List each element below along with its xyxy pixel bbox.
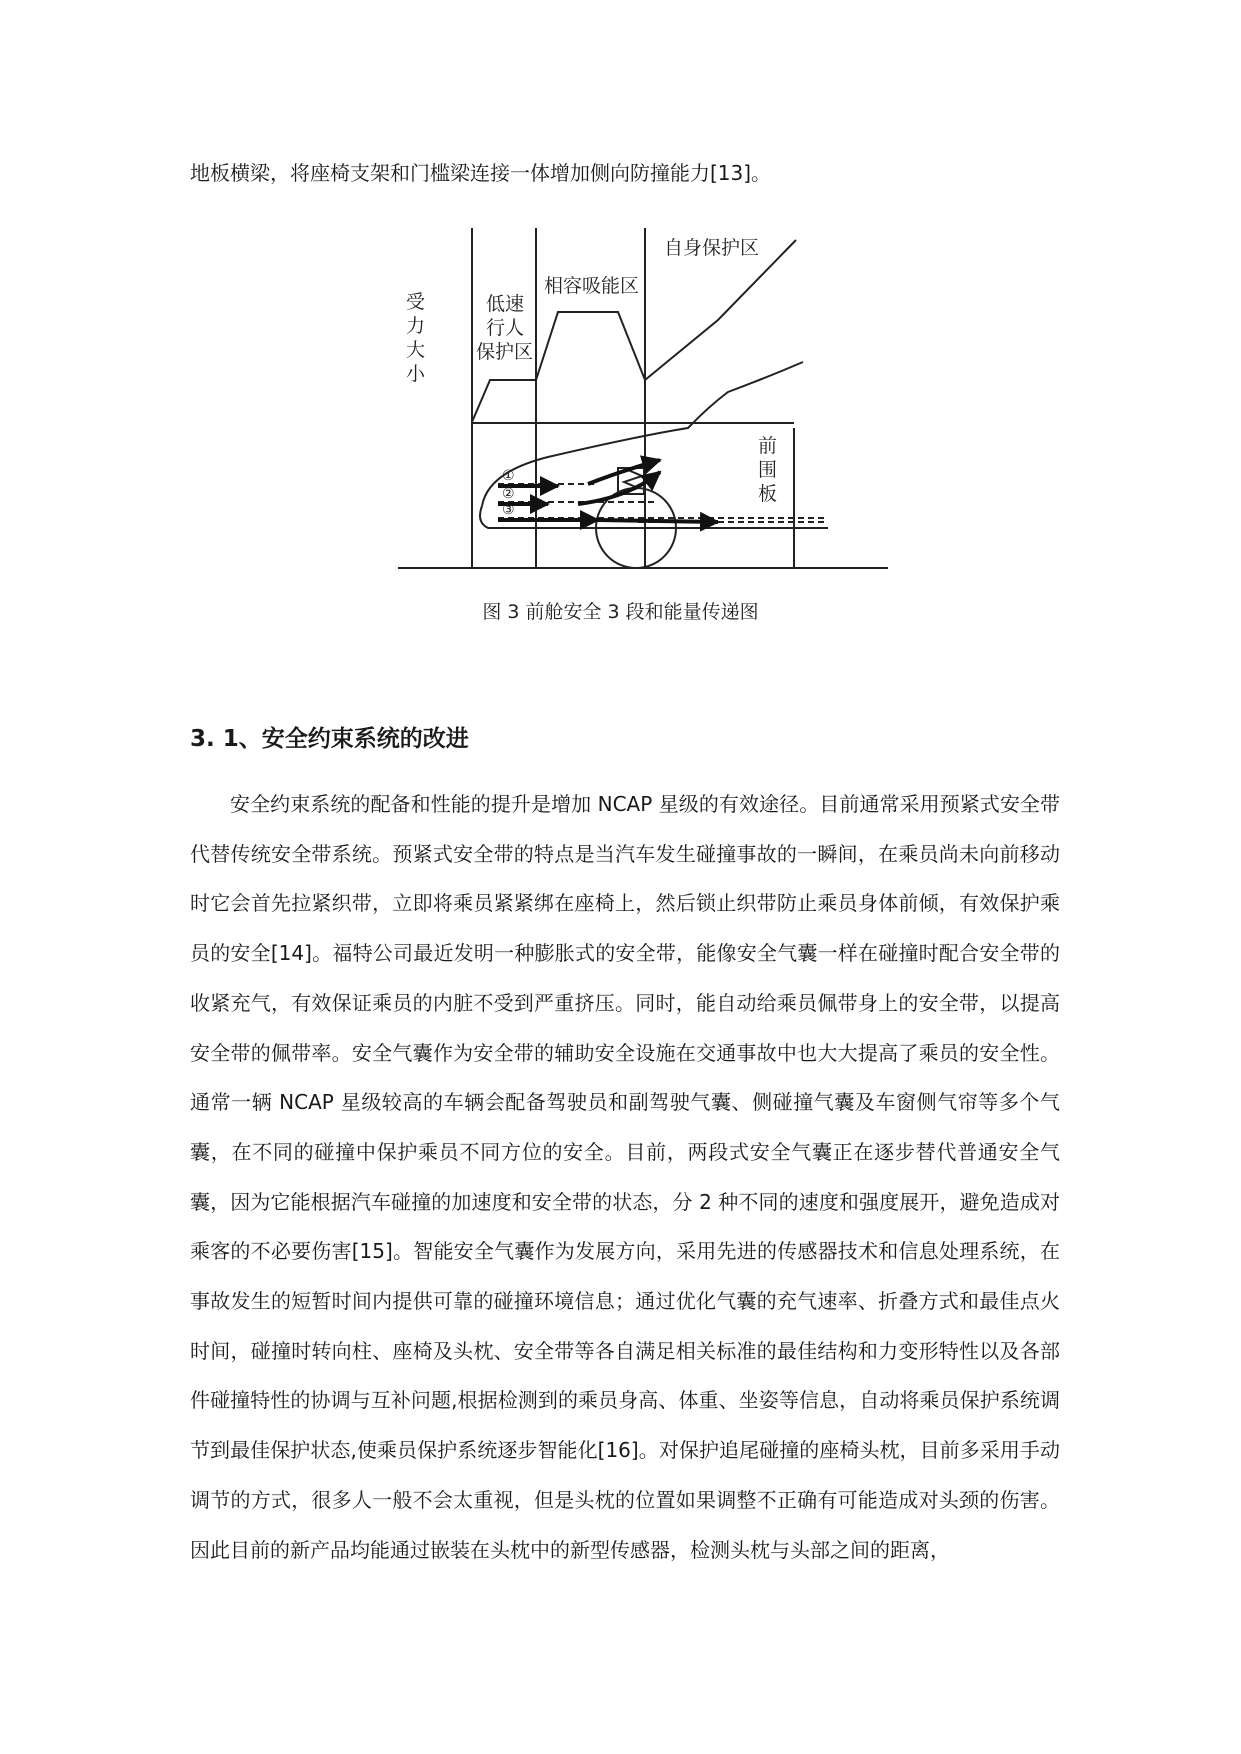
zone-low-speed-line-2: 行人 — [486, 317, 525, 339]
path-marker-2: ② — [502, 486, 515, 502]
front-cabin-energy-figure — [398, 222, 898, 570]
figure-diagram — [398, 222, 898, 570]
y-axis-label-3: 大 — [406, 339, 426, 361]
zone-compat-label: 相容吸能区 — [544, 275, 640, 297]
zone-low-speed-line-1: 低速 — [486, 293, 525, 315]
section-heading: 3. 1、安全约束系统的改进 — [190, 726, 469, 752]
y-axis-label-2: 力 — [406, 315, 426, 337]
figure-caption: 图 3 前舱安全 3 段和能量传递图 — [482, 601, 759, 623]
y-axis-label-4: 小 — [406, 363, 426, 385]
zone-low-speed-line-3: 保护区 — [476, 341, 534, 363]
front-panel-label-1: 前 — [758, 435, 778, 457]
path-marker-3: ③ — [502, 502, 515, 518]
front-panel-label-3: 板 — [758, 483, 778, 505]
body-paragraph: 安全约束系统的配备和性能的提升是增加 NCAP 星级的有效途径。目前通常采用预紧式安全带代替传统安全带系统。预紧式安全带的特点是当汽车发生碰撞事故的一瞬间，在乘员尚未向前移动时它会首先拉紧织带，立即将乘员紧紧绑在座椅上，然后锁止织带防止乘员身体前倾，有效保护乘员的安全[14]。福特公司最近发明一种膨胀式的安全带，能像安全气囊一样在碰撞时配合安全带的收紧充气，有效保证乘员的内脏不受到严重挤压。同时，能自动给乘员佩带身上的安全带，以提高安全带的佩带率。安全气囊作为安全带的辅助安全设施在交通事故中也大大提高了乘员的安全性。通常一辆 NCAP 星级较高的车辆会配备驾驶员和副驾驶气囊、侧碰撞气囊及车窗侧气帘等多个气囊，在不同的碰撞中保护乘员不同方位的安全。目前，两段式安全气囊正在逐步替代普通安全气囊，因为它能根据汽车碰撞的加速度和安全带的状态，分 2 种不同的速度和强度展开，避免造成对乘客的不必要伤害[15]。智能安全气囊作为发展方向，采用先进的传感器技术和信息处理系统，在事故发生的短暂时间内提供可靠的碰撞环境信息；通过优化气囊的充气速率、折叠方式和最佳点火时间，碰撞时转向柱、座椅及头枕、安全带等各自满足相关标准的最佳结构和力变形特性以及各部件碰撞特性的协调与互补问题,根据检测到的乘员身高、体重、坐姿等信息，自动将乘员保护系统调节到最佳保护状态,使乘员保护系统逐步智能化[16]。对保护追尾碰撞的座椅头枕，目前多采用手动调节的方式，很多人一般不会太重视，但是头枕的位置如果调整不正确有可能造成对头颈的伤害。因此目前的新产品均能通过嵌装在头枕中的新型传感器，检测头枕与头部之间的距离， — [190, 792, 1060, 1562]
zone-self-label: 自身保护区 — [664, 237, 760, 259]
energy-arrow-low — [598, 520, 718, 522]
intro-line: 地板横梁，将座椅支架和门槛梁连接一体增加侧向防撞能力[13]。 — [190, 161, 772, 185]
path-marker-1: ① — [502, 468, 515, 484]
y-axis-label-1: 受 — [406, 291, 426, 313]
front-panel-label-2: 围 — [758, 459, 778, 481]
